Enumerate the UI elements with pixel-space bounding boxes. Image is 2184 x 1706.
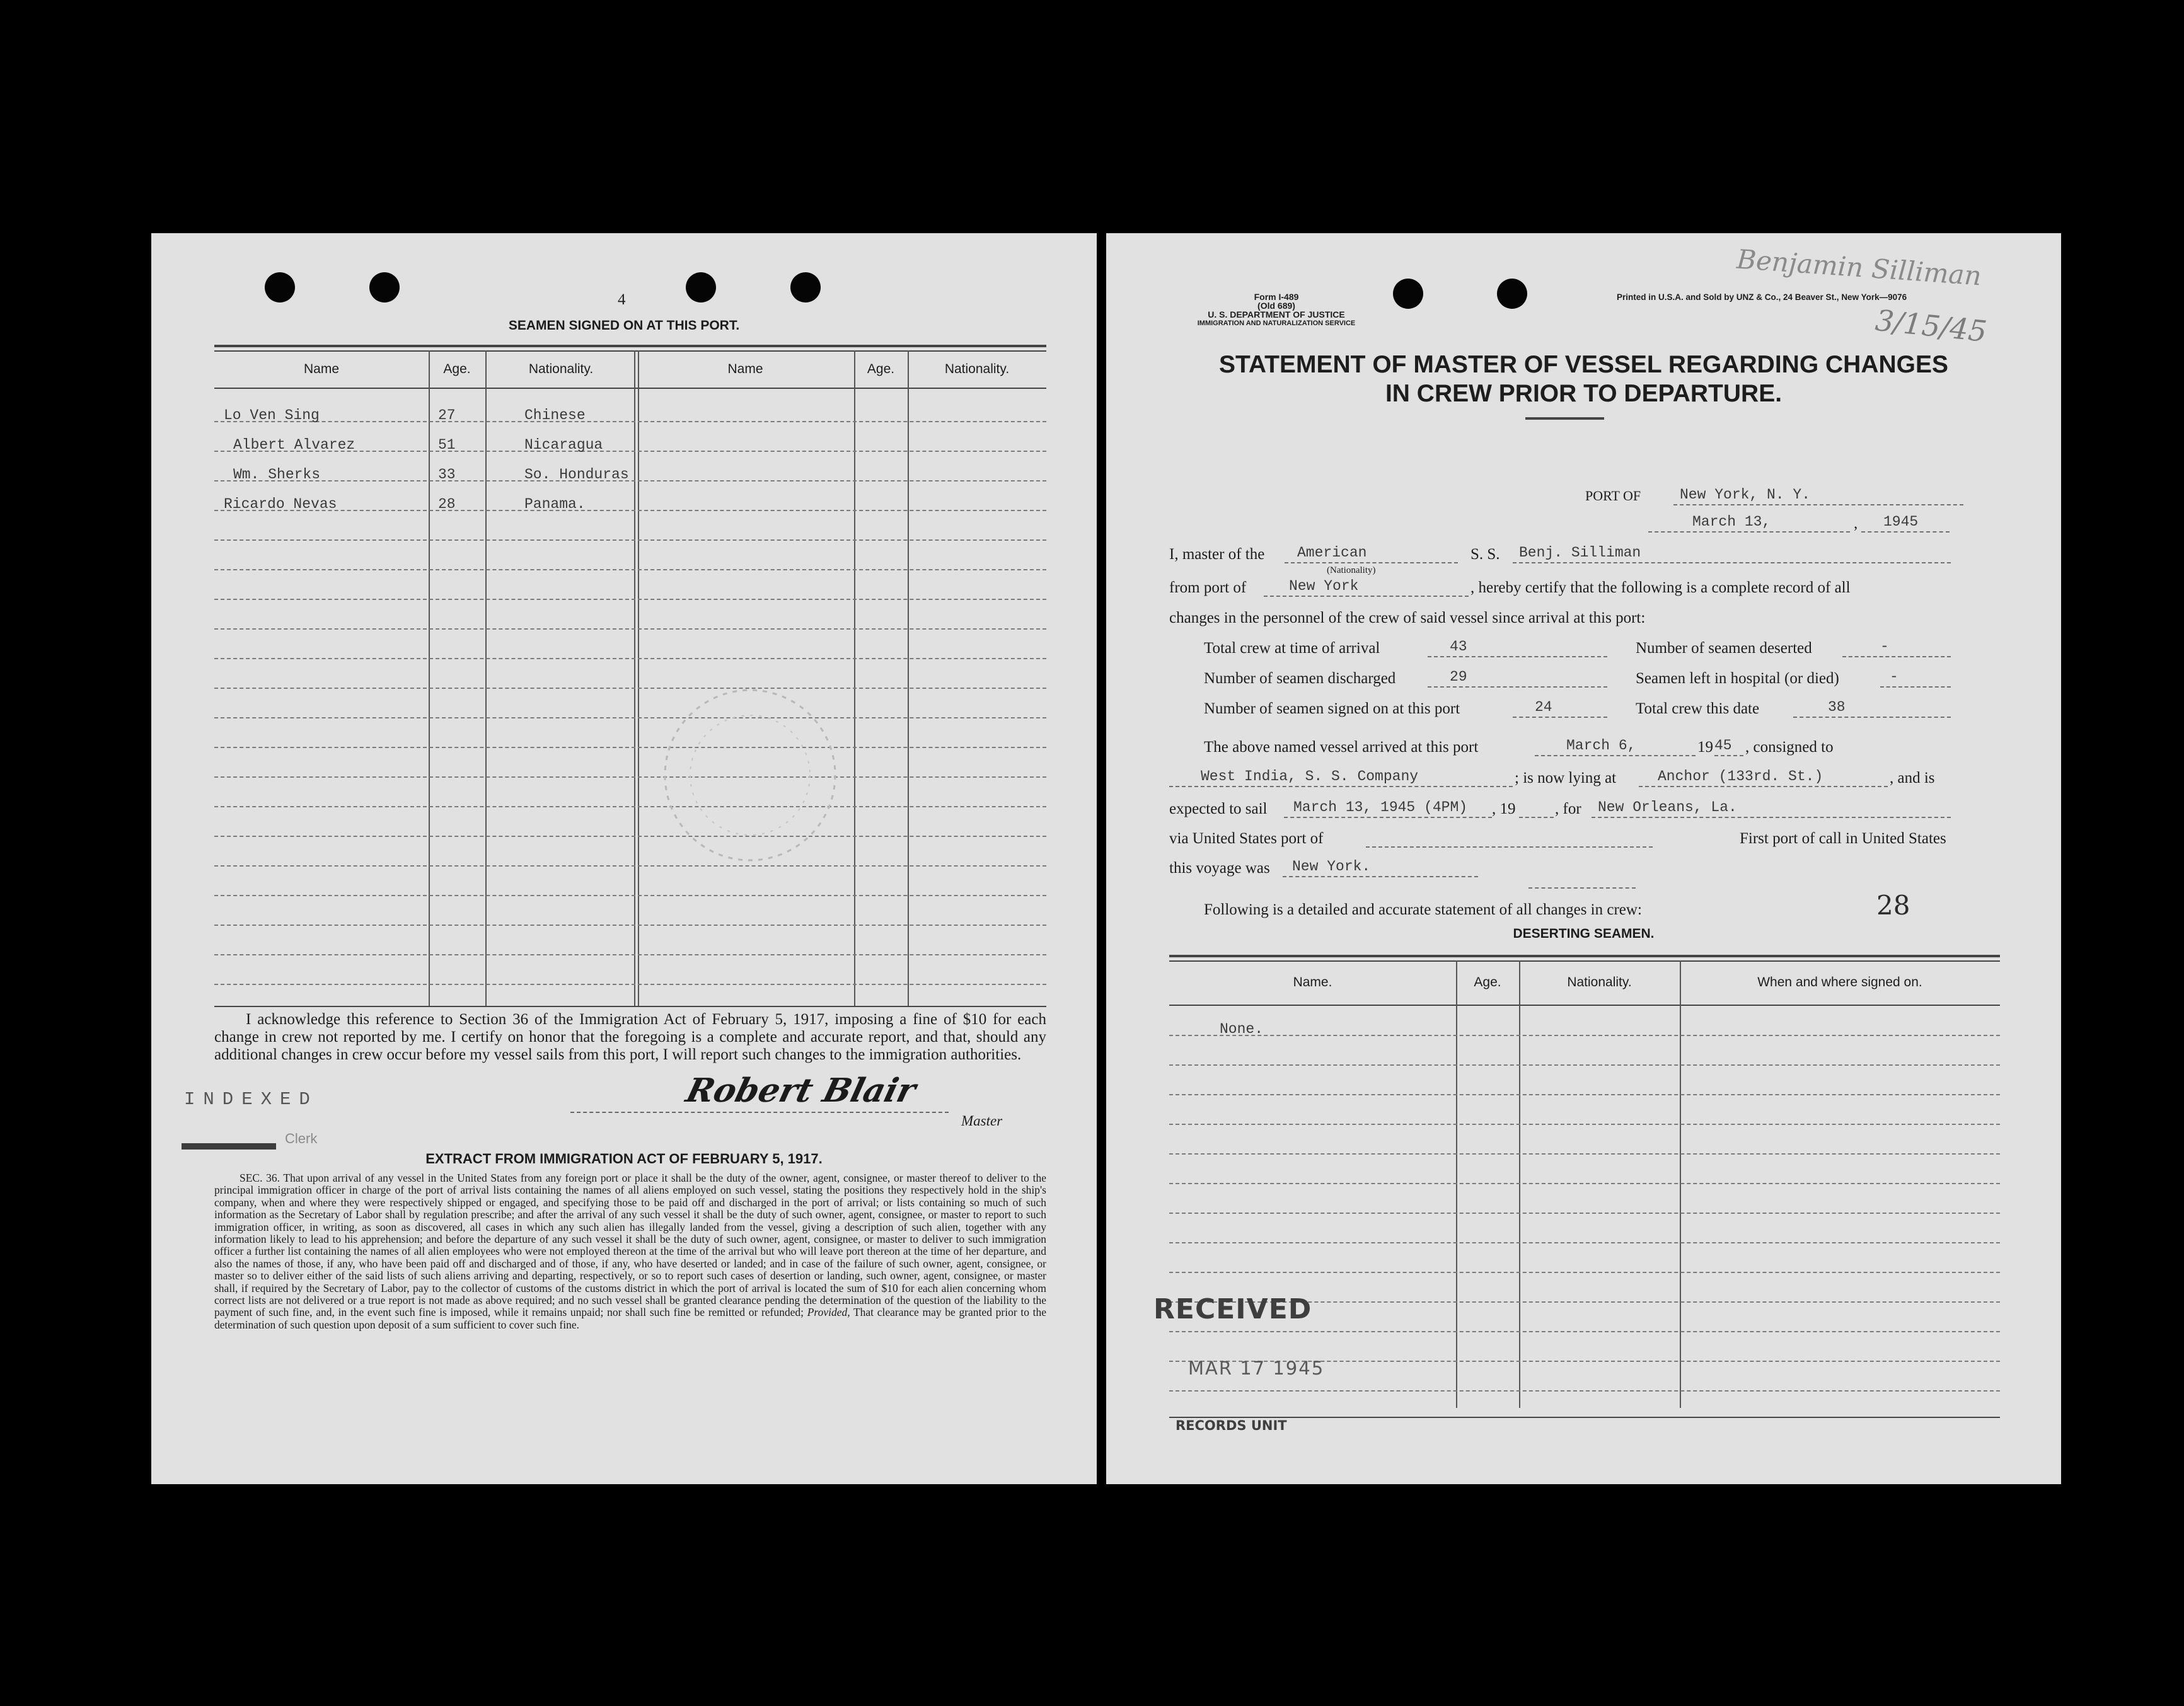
col-header-signed-on: When and where signed on. [1757,975,1922,989]
date-field: March 13, [1648,514,1850,533]
form-title [1106,350,2061,408]
expected-field: March 13, 1945 (4PM) [1284,799,1492,818]
received-date-stamp: MAR 17 1945 [1188,1357,1325,1379]
ruled-line [214,539,1046,541]
extract-section-label: SEC. 36. [240,1172,280,1184]
extract-body [214,1172,1046,1331]
col-header-nationality: Nationality. [528,362,594,376]
ruled-line [214,599,1046,600]
for-label: , for [1555,800,1581,817]
col-header-age: Age. [443,362,471,376]
ruled-line [1169,1035,2000,1036]
section-title: SEAMEN SIGNED ON AT THIS PORT. [508,318,740,333]
title-line-2: IN CREW PRIOR TO DEPARTURE. [1385,380,1782,407]
ruled-line [214,421,1046,422]
consignee-field: West India, S. S. Company [1169,768,1513,787]
rule [214,345,1046,347]
ruled-line [214,865,1046,867]
arrived-year-field: 45 [1714,737,1743,756]
changes-text: changes in the personnel of the crew of said vessel since arrival at this port: [1169,609,1646,626]
form-old-number: (Old 689) [1257,301,1295,311]
faded-circular-stamp [643,674,857,876]
seaman-name: Albert Alvarez [233,437,355,453]
for-field: New Orleans, La. [1592,799,1951,818]
seaman-name: Lo Ven Sing [224,407,320,424]
rule [1169,1417,2000,1418]
hospital-label: Seamen left in hospital (or died) [1636,670,1839,687]
column-divider [1456,960,1457,1408]
ruled-line [1169,1331,2000,1332]
printer-note: Printed in U.S.A. and Sold by UNZ & Co., 24 Beaver St., New York—9076 [1617,292,1907,302]
extract-body-text: That upon arrival of any vessel in the United States from any foreign port or place it shall be the duty of the owner, agent, consignee, or master thereof to deliver to the principal immigration officer in charge of the port of arrival lists containing the names of all aliens employed on such vessel, stating the positions they respectively hold in the ship's company, when and where they were respectively shipped or engaged, and specifying those to be paid off and discharged in the port of arrival; or lists containing so much of such information as the Secretary of Labor shall by regulation prescribe; and after the arrival of any such vessel it shall be the duty of such owner, agent, consignee, or master to report to such immigration officer, in writing, as soon as discovered, all cases in which any such alien has illegally landed from the vessel, giving a description of such alien, together with any information likely to lead to his apprehension; and before the departure of any such vessel it shall be the duty of such owner, agent, consignee, or master to deliver to such immigration officer a further list containing the names of all alien employees who were not employed thereon at the time of the arrival but who will leave port thereon at the time of her departure, and also the names of those, if any, who have been paid off and discharged and of those, if any, who have deserted or landed; and in case of the failure of such owner, agent, consignee, or master so to deliver either of the said lists of such aliens arriving and departing, respectively, or so to report such cases of desertion or landing, such owner, agent, consignee, or master shall, if required by the Secretary of Labor, pay to the collector of customs of the customs district in which the port of arrival is located the sum of $10 for each alien concerning whom correct lists are not delivered or a true report is not made as above required; and no such vessel shall be granted clearance pending the determination of the question of the liability to the payment of such fine, and, in the event such fine is imposed, while it remains unpaid; nor shall such fine be remitted or refunded; [214,1172,1046,1319]
ruled-line [214,954,1046,955]
master-label: Master [961,1113,1003,1129]
seaman-age: 33 [438,466,456,483]
ruled-line [214,480,1046,481]
ruled-line [214,836,1046,837]
column-divider [1519,960,1520,1408]
via-label: via United States port of [1169,830,1324,847]
voyage-field: New York. [1283,858,1478,877]
col-header-nationality: Nationality. [1567,975,1632,989]
and-is-label: , and is [1890,769,1935,787]
port-of-label: PORT OF [1585,488,1641,504]
received-stamp: RECEIVED [1153,1293,1312,1325]
first-port-label: First port of call in United States [1740,830,1946,847]
discharged-field: 29 [1428,669,1607,688]
ruled-line [214,569,1046,570]
rule [1528,887,1636,889]
service: IMMIGRATION AND NATURALIZATION SERVICE [1197,320,1356,327]
consigned-label: , consigned to [1745,739,1834,756]
via-field [1366,829,1653,848]
ruled-line [214,717,1046,718]
ruled-line [1169,1242,2000,1243]
signature-line [570,1112,949,1113]
signed-on-label: Number of seamen signed on at this port [1204,700,1460,717]
punch-hole [790,272,821,303]
seaman-nationality: Nicaragua [524,437,603,453]
ruled-line [214,628,1046,630]
rule [214,1006,1046,1007]
column-divider [634,350,635,1006]
ruled-line [214,895,1046,896]
seaman-name: Ricardo Nevas [224,496,337,512]
expected-label: expected to sail [1169,800,1268,817]
lying-label: ; is now lying at [1515,769,1617,787]
ruled-line [214,688,1046,689]
deserted-label: Number of seamen deserted [1636,640,1812,657]
crew-count-handwritten: 28 [1876,890,1910,921]
records-unit-stamp: RECORDS UNIT [1176,1418,1287,1433]
nationality-field: American [1285,545,1458,563]
seaman-age: 27 [438,407,456,424]
extract-ending: That clearance may be granted prior to the determination of such question upon deposit of a sum sufficient to cover such fine. [214,1306,1047,1331]
arrived-year-prefix: 19 [1697,739,1713,756]
handwritten-ship-name: Benjamin Silliman [1735,243,1983,292]
col-header-age: Age. [867,362,895,376]
deserted-field: - [1842,638,1951,657]
expected-year-prefix: , 19 [1492,800,1516,817]
extract-title: EXTRACT FROM IMMIGRATION ACT OF FEBRUARY 5, 1917. [425,1151,823,1167]
lying-field: Anchor (133rd. St.) [1639,768,1888,787]
rule [1169,1005,2000,1006]
punch-hole [1497,279,1527,309]
col-header-age: Age. [1474,975,1501,989]
left-page [151,233,1097,1484]
total-arrival-label: Total crew at time of arrival [1204,640,1380,657]
following-label: Following is a detailed and accurate statement of all changes in crew: [1204,901,1642,918]
deserting-title: DESERTING SEAMEN. [1513,926,1655,941]
voyage-label: this voyage was [1169,860,1270,877]
punch-hole [369,272,400,303]
ss-label: S. S. [1470,546,1500,563]
ruled-line [1169,1183,2000,1184]
ruled-line [214,747,1046,748]
seaman-age: 28 [438,496,456,512]
col-header-name: Name [727,362,763,376]
ruled-line [214,925,1046,926]
ruled-line [1169,1390,2000,1392]
date-comma: , [1854,515,1858,532]
year-field: 1945 [1861,514,1950,533]
col-header-name: Name [303,362,340,376]
seaman-nationality: Panama. [524,496,586,512]
page-number: 4 [618,291,626,308]
ruled-line [214,984,1046,985]
right-page [1106,233,2061,1484]
ruled-line [1169,1064,2000,1066]
acknowledgment-text: I acknowledge this reference to Section 36 of the Immigration Act of February 5, 1917, imposing a fine of $10 for each change in crew not reported by me. I certify on honor that the foregoing is a complete and accurate report, and that, should any additional changes in crew occur before my vessel sails from this port, I will report such changes to the immigration authorities. [214,1011,1046,1063]
signed-on-field: 24 [1513,699,1607,718]
discharged-label: Number of seamen discharged [1204,670,1396,687]
hospital-field: - [1880,669,1951,688]
seaman-nationality: So. Honduras [524,466,629,483]
seaman-age: 51 [438,437,456,453]
master-of-label: I, master of the [1169,546,1265,563]
handwritten-date: 3/15/45 [1873,303,1989,349]
punch-hole [265,272,295,303]
arrived-field: March 6, [1535,737,1696,756]
clerk-label: Clerk [285,1131,318,1146]
ruled-line [214,510,1046,511]
total-arrival-field: 43 [1428,638,1607,657]
ruled-line [1169,1094,2000,1095]
from-port-field: New York [1264,578,1469,597]
ruled-line [1169,1124,2000,1125]
from-port-label: from port of [1169,579,1247,596]
ruled-line [214,806,1046,807]
column-divider [1680,960,1681,1408]
clerk-initials [182,1143,276,1150]
deserting-entry: None. [1220,1021,1264,1037]
master-signature: Robert Blair [682,1071,920,1110]
title-rule [1525,417,1604,420]
expected-year-field [1519,799,1554,818]
ruled-line [214,776,1046,778]
ruled-line [1169,1272,2000,1273]
column-divider [908,350,909,1006]
form-number: Form I-489 [1254,292,1299,302]
total-date-label: Total crew this date [1636,700,1760,717]
certify-text: , hereby certify that the following is a complete record of all [1470,579,1851,596]
department: U. S. DEPARTMENT OF JUSTICE [1208,309,1345,320]
nationality-caption: (Nationality) [1327,565,1376,575]
punch-hole [1393,279,1423,309]
seaman-nationality: Chinese [524,407,586,424]
extract-provided: Provided, [807,1306,850,1319]
punch-hole [686,272,716,303]
form-header [1182,292,1371,328]
port-of-field: New York, N. Y. [1673,487,1963,505]
title-line-1: STATEMENT OF MASTER OF VESSEL REGARDING CHANGES [1218,351,1949,378]
ruled-line [214,658,1046,659]
total-date-field: 38 [1793,699,1951,718]
ship-name-field: Benj. Silliman [1513,545,1951,563]
ruled-line [1169,1153,2000,1155]
column-divider [638,350,639,1006]
col-header-nationality: Nationality. [944,362,1010,376]
indexed-stamp: INDEXED [184,1089,318,1110]
seaman-name: Wm. Sherks [233,466,321,483]
ruled-line [1169,1213,2000,1214]
col-header-name: Name. [1293,975,1332,989]
column-divider [485,350,487,1006]
arrived-label: The above named vessel arrived at this port [1204,739,1479,756]
column-divider [429,350,430,1006]
rule [1169,955,2000,957]
